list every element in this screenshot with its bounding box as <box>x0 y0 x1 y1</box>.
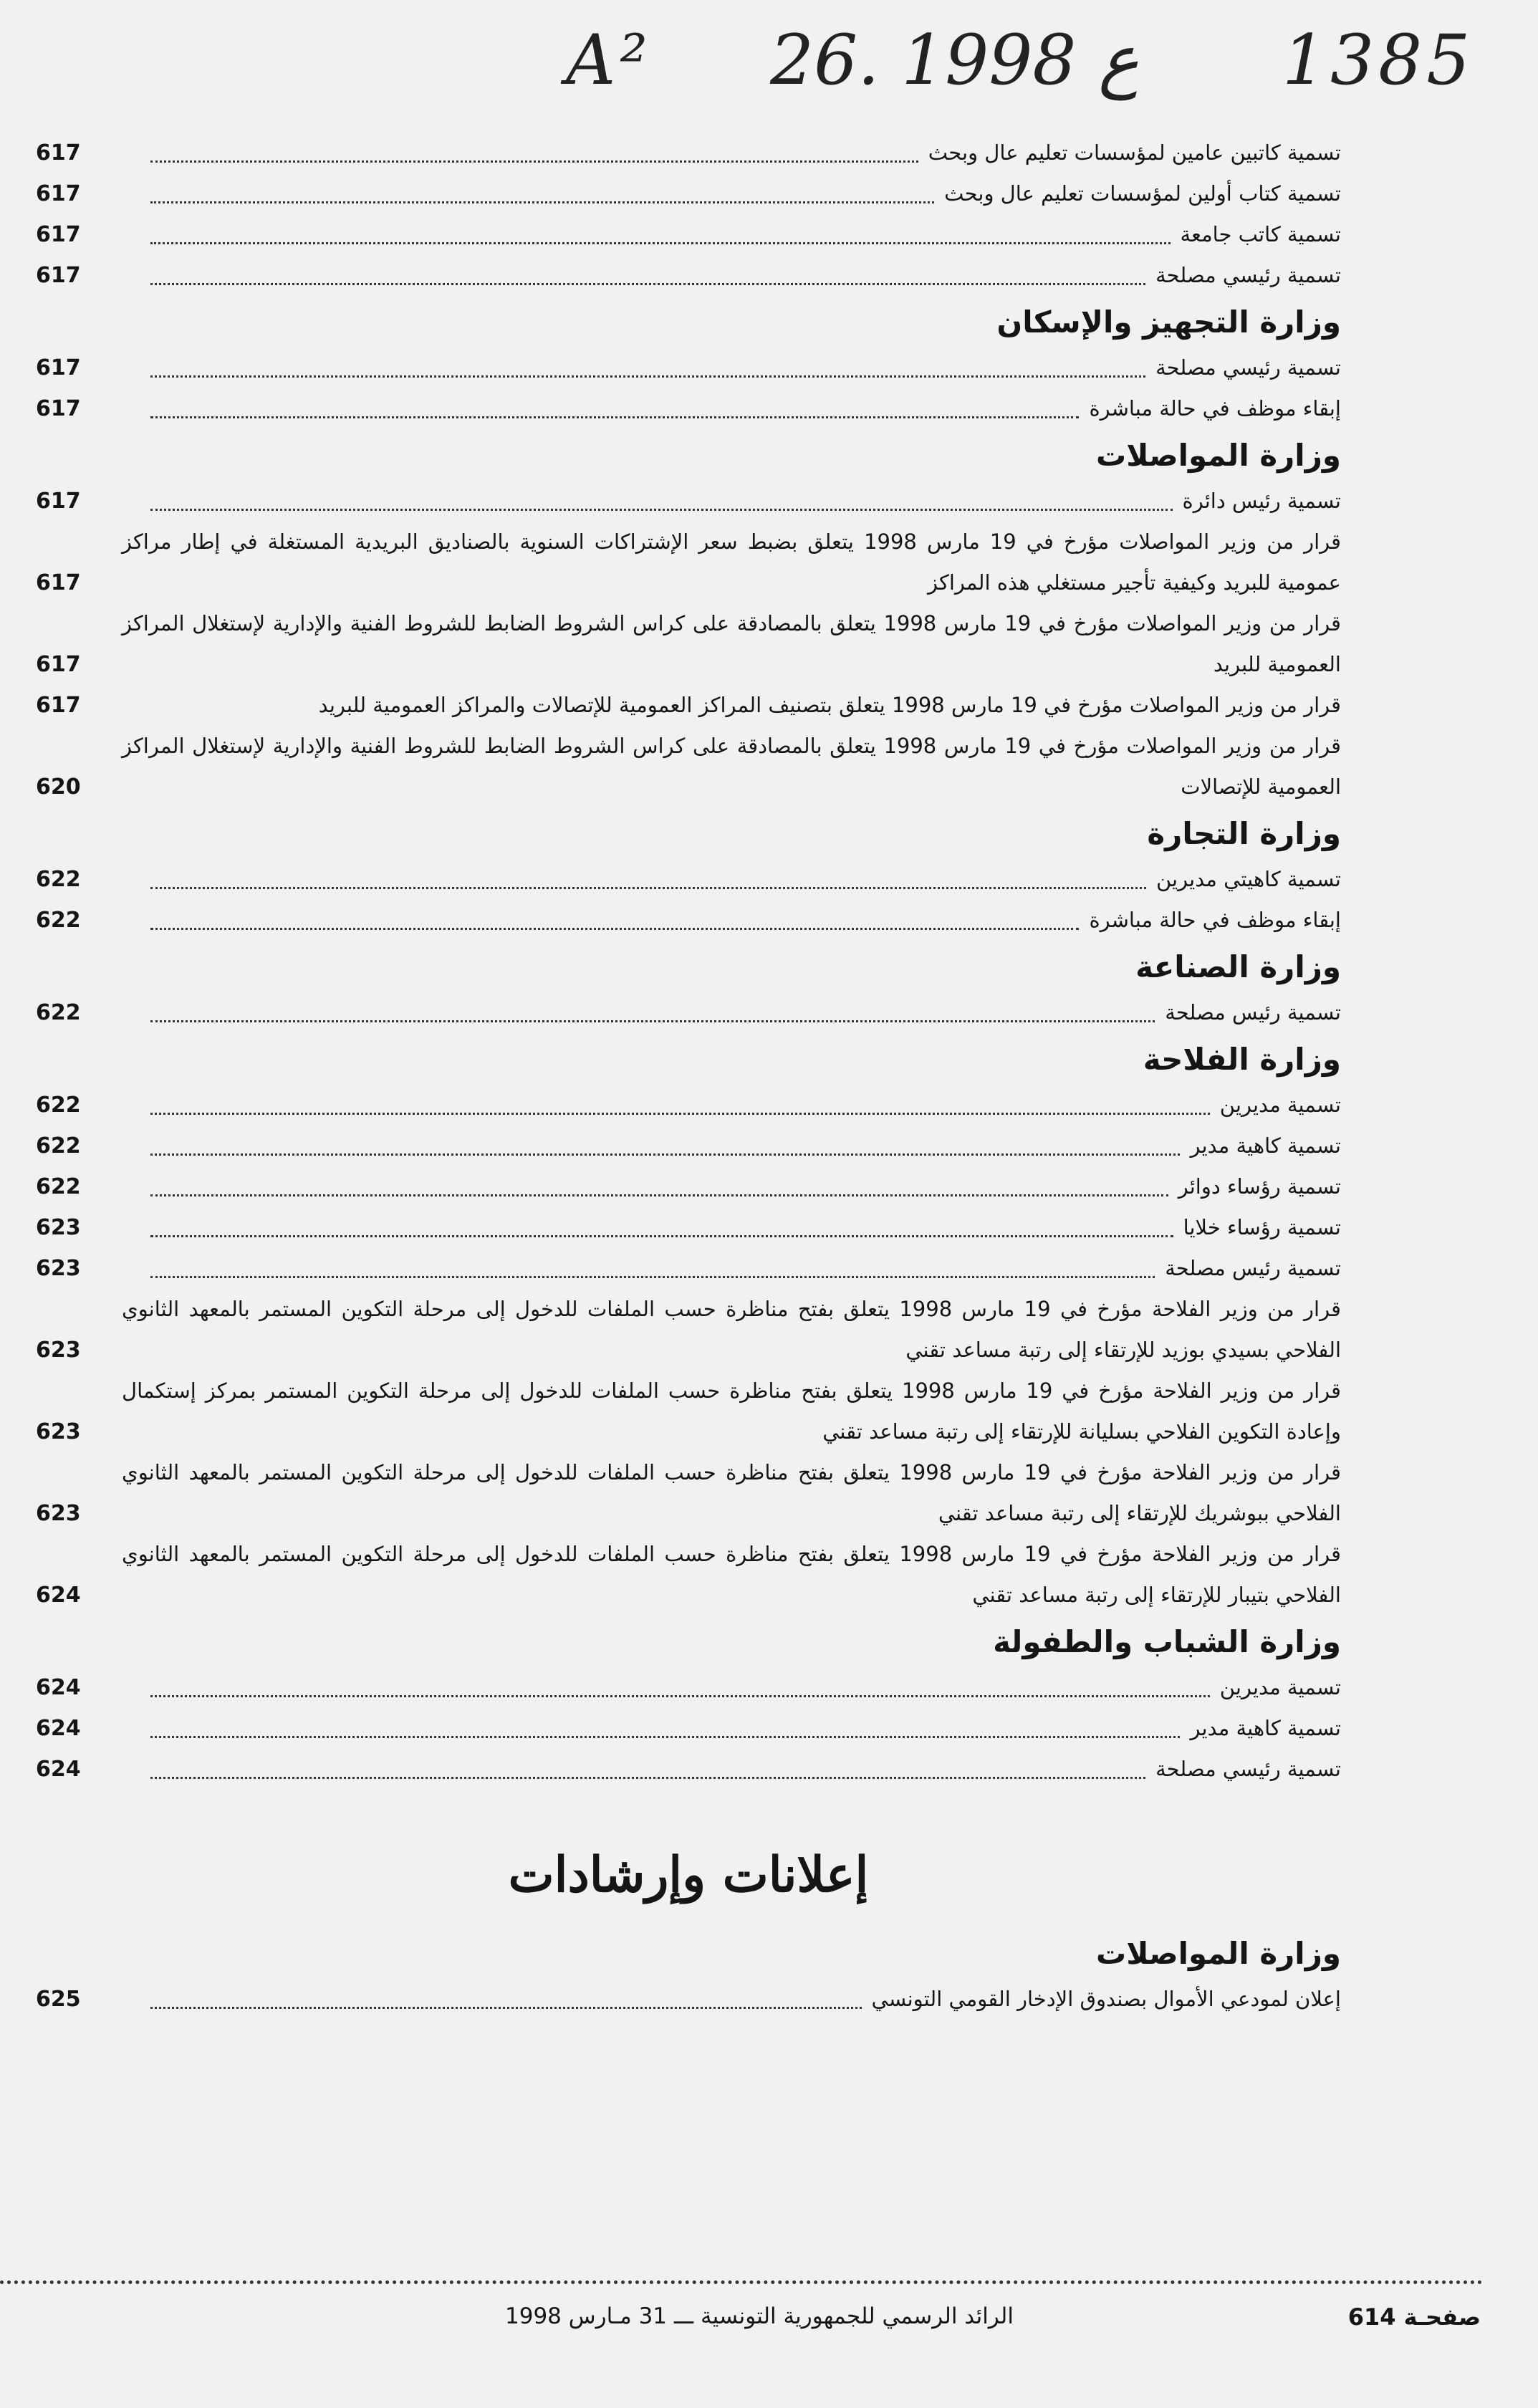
entry-title-block <box>122 992 1341 1033</box>
dot-leader <box>150 509 1173 511</box>
entry-page-number: 617 <box>36 652 81 677</box>
entry-title-block <box>122 900 1341 941</box>
entry-title: تسمية رئيس دائرة <box>1182 489 1341 513</box>
toc-entry <box>36 347 1341 388</box>
toc-entry <box>36 1085 1341 1126</box>
entry-title-block <box>122 173 1341 214</box>
entry-title-block <box>122 347 1341 388</box>
entry-title: تسمية رئيسي مصلحة <box>1155 1757 1341 1781</box>
entry-page-number: 625 <box>36 1987 81 2012</box>
dot-leader <box>150 160 918 163</box>
ministry-heading: وزارة التجهيز والإسكان <box>996 304 1341 340</box>
toc-entry <box>36 481 1341 522</box>
entry-page-number: 617 <box>36 570 81 595</box>
entry-title-block <box>122 388 1341 429</box>
entry-title-block <box>122 1979 1341 2020</box>
entry-title-block <box>122 1166 1341 1207</box>
table-of-contents <box>36 133 1341 2020</box>
entry-title: قرار من وزير الفلاحة مؤرخ في 19 مارس 1998 يتعلق بفتح مناظرة حسب الملفات للدخول إلى مرحلة التكوين المستمر بالمعهد الثانوي الفلاحي بسيدي بوزيد للإرتقاء إلى رتبة مساعد تقني <box>122 1297 1341 1362</box>
toc-entry <box>36 685 1341 726</box>
entry-title: قرار من وزير الفلاحة مؤرخ في 19 مارس 1998 يتعلق بفتح مناظرة حسب الملفات للدخول إلى مرحلة التكوين المستمر بمركز إستكمال وإعادة التكوين الفلاحي بسليانة للإرتقاء إلى رتبة مساعد تقني <box>122 1378 1341 1444</box>
entry-page-number: 623 <box>36 1256 81 1281</box>
entry-title-block <box>122 603 1341 685</box>
entry-page-number: 622 <box>36 1174 81 1199</box>
toc-entry <box>36 1248 1341 1289</box>
entry-title: تسمية مديرين <box>1219 1093 1341 1117</box>
entry-page-number: 623 <box>36 1419 81 1444</box>
entry-title-block <box>122 214 1341 255</box>
entry-title-block <box>122 859 1341 900</box>
entry-title: تسمية رئيسي مصلحة <box>1155 355 1341 380</box>
dot-leader <box>150 1695 1210 1697</box>
entry-title: تسمية مديرين <box>1219 1675 1341 1699</box>
entry-page-number: 622 <box>36 908 81 933</box>
toc-entry <box>36 522 1341 603</box>
entry-title-block <box>122 1126 1341 1166</box>
dot-leader <box>150 1736 1180 1738</box>
entry-title-block <box>122 1708 1341 1749</box>
entry-title-block <box>122 1289 1341 1371</box>
dot-leader <box>150 242 1171 244</box>
toc-entry <box>36 1126 1341 1166</box>
ministry-heading: وزارة الصناعة <box>1135 949 1341 984</box>
toc-entry <box>36 1667 1341 1708</box>
entry-page-number: 622 <box>36 1133 81 1159</box>
dot-leader <box>150 1777 1145 1779</box>
entry-page-number: 624 <box>36 1716 81 1741</box>
entry-page-number: 622 <box>36 1000 81 1025</box>
footer-page-number: صفحـة 614 <box>1347 2303 1481 2331</box>
toc-entry <box>36 1749 1341 1790</box>
entry-title: قرار من وزير المواصلات مؤرخ في 19 مارس 1998 يتعلق بضبط سعر الإشتراكات السنوية بالصناديق البريدية المستغلة في إطار مراكز عمومية للبريد وكيفية تأجير مستغلي هذه المراكز <box>122 529 1342 595</box>
toc-entry <box>36 900 1341 941</box>
entry-title: إبقاء موظف في حالة مباشرة <box>1089 396 1341 421</box>
toc-entry <box>36 992 1341 1033</box>
handwritten-number: 1385 <box>1282 20 1475 100</box>
entry-title-block <box>122 522 1341 603</box>
ministry-heading: وزارة الفلاحة <box>1143 1042 1341 1077</box>
dot-leader <box>150 1153 1180 1156</box>
dot-leader <box>150 1020 1155 1022</box>
ministry-heading: وزارة المواصلات <box>1095 1936 1341 1971</box>
entry-title-block <box>122 133 1341 173</box>
toc-entry <box>36 388 1341 429</box>
handwritten-mark-left: A² <box>566 20 652 100</box>
footer-divider <box>0 2280 1483 2284</box>
toc-entry <box>36 1166 1341 1207</box>
ministry-heading: وزارة الشباب والطفولة <box>993 1624 1341 1659</box>
entry-title: قرار من وزير المواصلات مؤرخ في 19 مارس 1998 يتعلق بالمصادقة على كراس الشروط الضابط للشروط الفنية والإدارية لإستغلال المراكز العمومية للبريد <box>122 611 1342 676</box>
entry-page-number: 617 <box>36 222 81 247</box>
announcements-title: إعلانات وإرشادات <box>508 1846 869 1904</box>
entry-title: تسمية كاهيتي مديرين <box>1155 867 1341 891</box>
entry-title: تسمية رؤساء خلايا <box>1183 1215 1341 1239</box>
entry-title: تسمية رئيس مصلحة <box>1165 1000 1341 1025</box>
entry-page-number: 617 <box>36 181 81 206</box>
toc-entry <box>36 1371 1341 1452</box>
toc-entry <box>36 1207 1341 1248</box>
dot-leader <box>150 1235 1173 1237</box>
dot-leader <box>150 283 1145 285</box>
entry-title-block <box>122 1371 1341 1452</box>
entry-page-number: 624 <box>36 1583 81 1608</box>
dot-leader <box>150 1113 1210 1115</box>
toc-entry <box>36 1534 1341 1616</box>
toc-entry <box>36 859 1341 900</box>
entry-title-block <box>122 726 1341 807</box>
entry-title: إبقاء موظف في حالة مباشرة <box>1089 908 1341 932</box>
entry-page-number: 624 <box>36 1675 81 1700</box>
entry-page-number: 622 <box>36 867 81 892</box>
entry-title: إعلان لمودعي الأموال بصندوق الإدخار القومي التونسي <box>871 1987 1341 2011</box>
entry-title: تسمية رئيس مصلحة <box>1165 1256 1341 1280</box>
entry-title: تسمية كتاب أولين لمؤسسات تعليم عال وبحث <box>944 181 1341 206</box>
entry-title-block <box>122 1749 1341 1790</box>
ministry-heading: وزارة التجارة <box>1147 816 1341 851</box>
entry-page-number: 617 <box>36 693 81 718</box>
toc-entry <box>36 1979 1341 2020</box>
entry-title-block <box>122 481 1341 522</box>
handwritten-date: 26. ع 1998 <box>770 20 1140 100</box>
dot-leader <box>150 928 1079 930</box>
ministry-heading: وزارة المواصلات <box>1095 438 1341 473</box>
entry-page-number: 623 <box>36 1338 81 1363</box>
entry-title-block <box>122 685 1341 726</box>
entry-title: قرار من وزير الفلاحة مؤرخ في 19 مارس 1998 يتعلق بفتح مناظرة حسب الملفات للدخول إلى مرحلة التكوين المستمر بالمعهد الثانوي الفلاحي بتيبار للإرتقاء إلى رتبة مساعد تقني <box>122 1542 1341 1607</box>
dot-leader <box>150 416 1079 418</box>
entry-title-block <box>122 1667 1341 1708</box>
entry-title: تسمية رئيسي مصلحة <box>1155 263 1341 287</box>
entry-title: تسمية كاهية مدير <box>1190 1716 1341 1740</box>
entry-title: تسمية كاتبين عامين لمؤسسات تعليم عال وبحث <box>928 140 1341 165</box>
entry-title-block <box>122 1452 1341 1534</box>
dot-leader <box>150 375 1145 378</box>
toc-entry <box>36 603 1341 685</box>
entry-page-number: 620 <box>36 774 81 800</box>
entry-title-block <box>122 1534 1341 1616</box>
toc-entry <box>36 173 1341 214</box>
entry-title-block <box>122 1085 1341 1126</box>
entry-title-block <box>122 255 1341 296</box>
entry-title: تسمية كاهية مدير <box>1190 1133 1341 1158</box>
toc-entry <box>36 214 1341 255</box>
entry-title: قرار من وزير المواصلات مؤرخ في 19 مارس 1998 يتعلق بتصنيف المراكز العمومية للإتصالات والمراكز العمومية للبريد <box>318 693 1341 717</box>
entry-page-number: 623 <box>36 1501 81 1526</box>
entry-title: تسمية كاتب جامعة <box>1180 222 1341 246</box>
entry-page-number: 623 <box>36 1215 81 1240</box>
toc-entry <box>36 1708 1341 1749</box>
entry-title: تسمية رؤساء دوائر <box>1178 1174 1341 1199</box>
entry-page-number: 617 <box>36 355 81 380</box>
entry-page-number: 624 <box>36 1757 81 1782</box>
entry-page-number: 617 <box>36 140 81 166</box>
entry-title: قرار من وزير الفلاحة مؤرخ في 19 مارس 1998 يتعلق بفتح مناظرة حسب الملفات للدخول إلى مرحلة التكوين المستمر بالمعهد الثانوي الفلاحي ببوشريك للإرتقاء إلى رتبة مساعد تقني <box>122 1460 1341 1525</box>
entry-title-block <box>122 1248 1341 1289</box>
dot-leader <box>150 201 934 203</box>
toc-entry <box>36 1452 1341 1534</box>
entry-page-number: 617 <box>36 396 81 421</box>
toc-entry <box>36 255 1341 296</box>
footer-journal-title: الرائد الرسمي للجمهورية التونسية ـــ 31 مـارس 1998 <box>505 2303 1014 2329</box>
entry-page-number: 617 <box>36 489 81 514</box>
entry-page-number: 617 <box>36 263 81 288</box>
dot-leader <box>150 1276 1155 1278</box>
dot-leader <box>150 887 1146 889</box>
toc-entry <box>36 1289 1341 1371</box>
entry-page-number: 622 <box>36 1093 81 1118</box>
entry-title: قرار من وزير المواصلات مؤرخ في 19 مارس 1998 يتعلق بالمصادقة على كراس الشروط الضابط للشروط الفنية والإدارية لإستغلال المراكز العمومية للإتصالات <box>122 734 1342 799</box>
toc-entry <box>36 133 1341 173</box>
dot-leader <box>150 2007 862 2009</box>
dot-leader <box>150 1194 1168 1196</box>
toc-entry <box>36 726 1341 807</box>
entry-title-block <box>122 1207 1341 1248</box>
